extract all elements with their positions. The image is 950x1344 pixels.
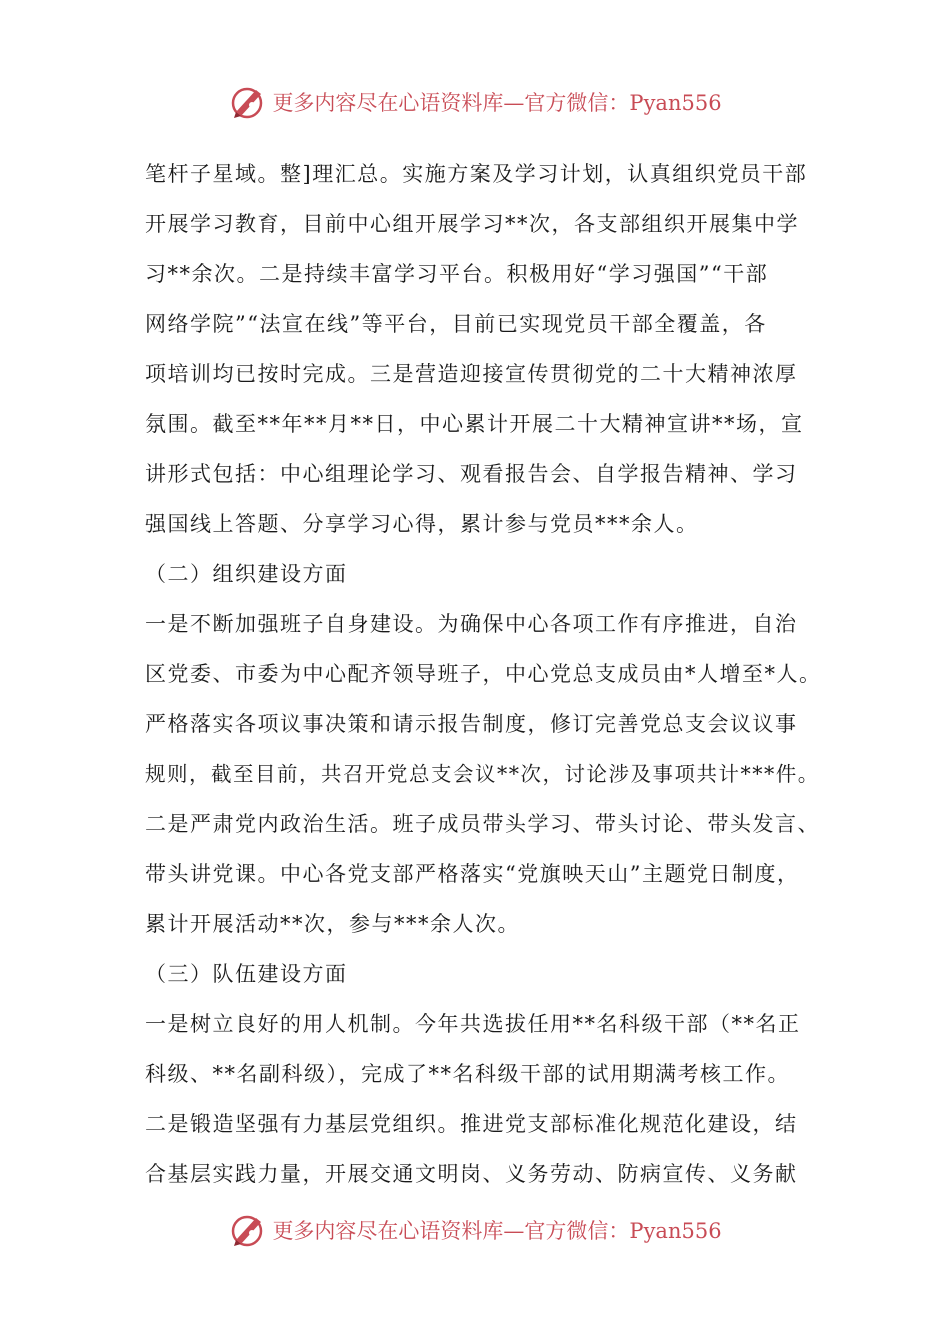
footer-watermark-text: 更多内容尽在心语资料库—官方微信：Pyan556 [272,1219,722,1243]
body-text-line: 规则，截至目前，共召开党总支会议**次，讨论涉及事项共计***件。 [145,762,820,786]
body-text-line: 习**余次。二是持续丰富学习平台。积极用好“学习强国”“干部 [145,262,769,286]
body-text-line: 合基层实践力量，开展交通文明岗、义务劳动、防病宣传、义务献 [145,1162,798,1186]
body-text-line: 强国线上答题、分享学习心得，累计参与党员***余人。 [145,512,699,536]
body-text-line: 笔杆子星域。整]理汇总。实施方案及学习计划，认真组织党员干部 [145,162,808,186]
pen-logo-icon [228,82,268,122]
body-text-line: 项培训均已按时完成。三是营造迎接宣传贯彻党的二十大精神浓厚 [145,362,798,386]
body-text-line: 带头讲党课。中心各党支部严格落实“党旗映天山”主题党日制度， [145,862,800,886]
body-text-line: 网络学院”“法宣在线”等平台，目前已实现党员干部全覆盖，各 [145,312,767,336]
body-text-line: 讲形式包括：中心组理论学习、观看报告会、自学报告精神、学习 [145,462,798,486]
footer-watermark [0,1210,950,1250]
body-text-line: 累计开展活动**次，参与***余人次。 [145,912,520,936]
body-text-line: 二是锻造坚强有力基层党组织。推进党支部标准化规范化建设，结 [145,1112,798,1136]
header-watermark [0,82,950,122]
body-text-line: 一是树立良好的用人机制。今年共选拔任用**名科级干部（**名正 [145,1012,801,1036]
body-text-line: （三）队伍建设方面 [145,962,348,986]
body-text-line: 氛围。截至**年**月**日，中心累计开展二十大精神宣讲**场，宣 [145,412,804,436]
body-text-line: 区党委、市委为中心配齐领导班子，中心党总支成员由*人增至*人。 [145,662,822,686]
body-text-line: 严格落实各项议事决策和请示报告制度，修订完善党总支会议议事 [145,712,798,736]
header-watermark-text: 更多内容尽在心语资料库—官方微信：Pyan556 [272,91,722,115]
body-text-line: 一是不断加强班子自身建设。为确保中心各项工作有序推进，自治 [145,612,798,636]
body-text-line: （二）组织建设方面 [145,562,348,586]
body-text-line: 开展学习教育，目前中心组开展学习**次，各支部组织开展集中学 [145,212,799,236]
body-text-line: 科级、**名副科级），完成了**名科级干部的试用期满考核工作。 [145,1062,790,1086]
document-body [145,149,825,1199]
body-text-line: 二是严肃党内政治生活。班子成员带头学习、带头讨论、带头发言、 [145,812,820,836]
pen-logo-icon [228,1210,268,1250]
